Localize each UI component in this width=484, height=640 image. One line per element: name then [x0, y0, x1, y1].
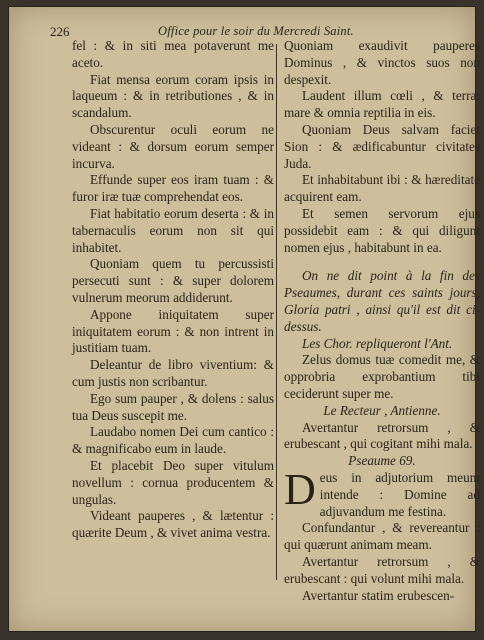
verse-paragraph: Deleantur de libro viventium: & cum justis non scribantur.: [72, 357, 274, 389]
book-page: [18, 10, 480, 626]
verse-paragraph: Confundantur , & revereantur : qui quærunt animam meam.: [284, 520, 480, 553]
verse-paragraph: Laudabo nomen Dei cum cantico : & magnificabo eum in laude.: [72, 424, 274, 457]
antiphon-text: Avertantur retrorsum , & erubescant , qui cogitant mihi mala.: [284, 419, 480, 452]
rubric-chor: Les Chor. repliqueront l'Ant.: [302, 335, 453, 351]
right-column: [284, 38, 480, 604]
verse-paragraph: Et semen servorum ejus possidebit eam : & qui diligunt nomen ejus , habitabunt in ea.: [284, 205, 480, 255]
verse-paragraph: Et inhabitabunt ibi : & hæreditate acquirent eam.: [284, 172, 480, 205]
verse-paragraph: Laudent illum cœli , & terra: mare & omnia reptilia in eis.: [284, 88, 480, 121]
verse-paragraph: Fiat mensa eorum coram ipsis in laqueum : & in retributiones , & in scandalum.: [72, 71, 274, 121]
rubric-note: On ne dit point à la fin des Pseaumes, durant ces saints jours, Gloria patri , ainsi qu'il est dit ci-dessus.: [284, 268, 480, 334]
left-column: [72, 38, 274, 542]
verse-paragraph: Obscurentur oculi eorum ne videant : & dorsum eorum semper incurva.: [72, 121, 274, 171]
page-number: 226: [50, 24, 70, 39]
verse-paragraph: Quoniam exaudivit pauperes Dominus , & vinctos suos non despexit.: [284, 38, 480, 87]
verse-paragraph: Quoniam Deus salvam faciet Sion : & ædificabuntur civitates Juda.: [284, 121, 480, 171]
verse-paragraph: Appone iniquitatem super iniquitatem eorum : & non intrent in justitiam tuam.: [72, 306, 274, 356]
running-title: Office pour le soir du Mercredi Saint.: [158, 24, 354, 38]
rubric-recteur: Le Recteur , Antienne.: [323, 402, 441, 418]
column-divider: [276, 44, 277, 580]
verse-paragraph: Quoniam quem tu percussisti persecuti sunt : & super dolorem vulnerum meorum addiderunt.: [72, 256, 274, 305]
verse-paragraph: Et placebit Deo super vitulum novellum : cornua producentem & ungulas.: [72, 457, 274, 507]
psalm-first-verse: [284, 464, 480, 520]
verse-paragraph: Avertantur statim erubescen-: [302, 587, 455, 603]
drop-capital: D: [284, 464, 316, 514]
psalm-heading: Pseaume 69.: [348, 453, 416, 469]
verse-paragraph: Ego sum pauper , & dolens : salus tua Deus suscepit me.: [72, 390, 274, 423]
verse-paragraph: Effunde super eos iram tuam : & furor iræ tuæ comprehendat eos.: [72, 172, 274, 205]
verse-paragraph: Videant pauperes , & lætentur : quærite Deum , & vivet anima vestra.: [72, 508, 274, 541]
verse-paragraph: fel : & in siti mea potaverunt me aceto.: [72, 38, 274, 70]
verse-paragraph: Avertantur retrorsum , & erubescant : qui volunt mihi mala.: [284, 553, 480, 586]
psalm-first-text: eus in adjutorium meum intende : Domine ad adjuvandum me festina.: [319, 469, 480, 519]
antiphon-text: Zelus domus tuæ comedit me, & opprobria exprobantium tibi ceciderunt super me.: [284, 352, 480, 401]
verse-paragraph: Fiat habitatio eorum deserta : & in tabernaculis eorum non sit qui inhabitet.: [72, 205, 274, 255]
